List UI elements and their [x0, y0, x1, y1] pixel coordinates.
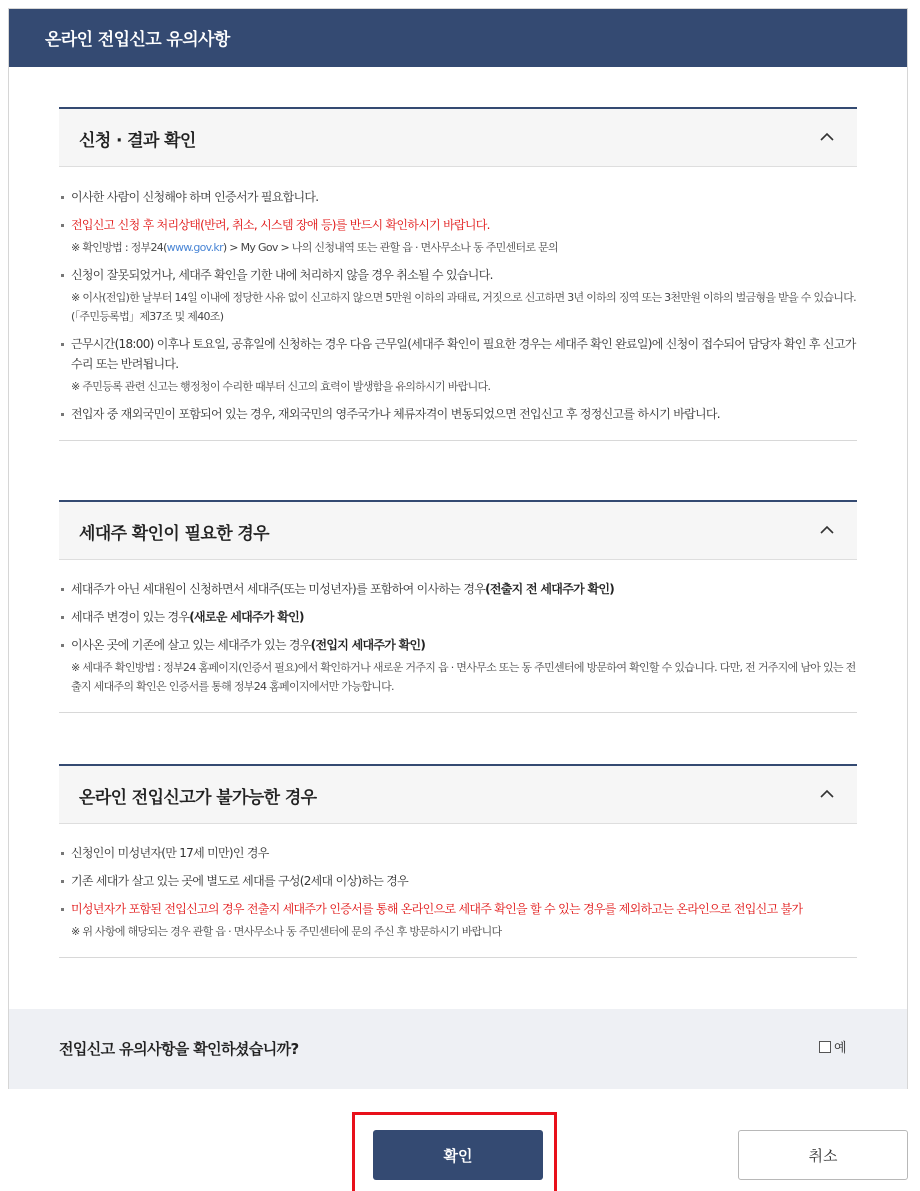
section-application-result [59, 107, 857, 441]
list-item: 전입자 중 재외국민이 포함되어 있는 경우, 재외국민의 영주국가나 체류자격이 변동되었으면 전입신고 후 정정신고를 하시기 바랍니다. [61, 404, 857, 424]
checkbox-box[interactable] [819, 1041, 831, 1053]
note-text: ※ 세대주 확인방법 : 정부24 홈페이지(인증서 필요)에서 확인하거나 새로운 거주지 읍 · 면사무소 또는 동 주민센터에 방문하여 확인할 수 있습니다. 다만, 전 거주지에 남아 있는 전출지 세대주의 확인은 인증서를 통해 정부24 홈페이지에서만 가능합니다. [71, 661, 856, 693]
chevron-up-icon[interactable] [819, 786, 835, 802]
note-text: ※ 이사(전입)한 날부터 14일 이내에 정당한 사유 없이 신고하지 않으면 5만원 이하의 과태료, 거짓으로 신고하면 3년 이하의 징역 또는 3천만원 이하의 벌금형을 받을 수 있습니다. (「주민등록법」제37조 및 제40조) [71, 291, 856, 323]
section-body [59, 824, 857, 958]
section-online-not-possible [59, 764, 857, 958]
dialog-title: 온라인 전입신고 유의사항 [9, 9, 907, 67]
confirm-bar [9, 1009, 907, 1089]
note-text: ※ 주민등록 관련 신고는 행정청이 수리한 때부터 신고의 효력이 발생함을 유의하시기 바랍니다. [71, 380, 491, 393]
list-item-alert: 미성년자가 포함된 전입신고의 경우 전출지 세대주가 인증서를 통해 온라인으로 세대주 확인을 할 수 있는 경우를 제외하고는 온라인으로 전입신고 불가 ※ 위 사항에 해당되는 경우 관할 읍 · 면사무소나 동 주민센터에 문의 주신 후 방문하시기 바랍니다 [61, 899, 857, 941]
chevron-up-icon[interactable] [819, 129, 835, 145]
section-title: 세대주 확인이 필요한 경우 [79, 524, 269, 544]
list-item: 신청이 잘못되었거나, 세대주 확인을 기한 내에 처리하지 않을 경우 취소될 수 있습니다. ※ 이사(전입)한 날부터 14일 이내에 정당한 사유 없이 신고하지 않으면 5만원 이하의 과태료, 거짓으로 신고하면 3년 이하의 징역 또는 3천만원 이하의 벌금형을 받을 수 있습니다. (「주민등록법」제37조 및 제40조) [61, 265, 857, 326]
section-body [59, 167, 857, 441]
gov-link[interactable]: www.gov.kr [166, 241, 223, 254]
dialog-frame [8, 8, 908, 1089]
section-title: 신청 · 결과 확인 [79, 131, 196, 151]
note-text: ※ 확인방법 : 정부24(www.gov.kr) > My Gov > 나의 신청내역 또는 관할 읍 · 면사무소나 동 주민센터로 문의 [71, 241, 558, 254]
cancel-button[interactable]: 취소 [738, 1130, 908, 1180]
list-item-alert: 전입신고 신청 후 처리상태(반려, 취소, 시스템 장애 등)를 반드시 확인하시기 바랍니다. ※ 확인방법 : 정부24(www.gov.kr) > My Gov > 나의 신청내역 또는 관할 읍 · 면사무소나 동 주민센터로 문의 [61, 215, 857, 257]
checkbox-label[interactable]: 예 [834, 1041, 847, 1056]
ok-button[interactable]: 확인 [373, 1130, 543, 1180]
section-header[interactable] [59, 764, 857, 824]
list-item: 신청인이 미성년자(만 17세 미만)인 경우 [61, 843, 857, 863]
section-header[interactable] [59, 500, 857, 560]
list-item: 기존 세대가 살고 있는 곳에 별도로 세대를 구성(2세대 이상)하는 경우 [61, 871, 857, 891]
confirm-question: 전입신고 유의사항을 확인하셨습니까? [59, 1040, 299, 1058]
section-householder-confirm [59, 500, 857, 713]
section-body [59, 560, 857, 713]
list-item: 세대주가 아닌 세대원이 신청하면서 세대주(또는 미성년자)를 포함하여 이사하는 경우(전출지 전 세대주가 확인) [61, 579, 857, 599]
list-item: 이사한 사람이 신청해야 하며 인증서가 필요합니다. [61, 187, 857, 207]
list-item: 세대주 변경이 있는 경우(새로운 세대주가 확인) [61, 607, 857, 627]
confirm-checkbox[interactable] [819, 1037, 847, 1056]
chevron-up-icon[interactable] [819, 522, 835, 538]
note-text: ※ 위 사항에 해당되는 경우 관할 읍 · 면사무소나 동 주민센터에 문의 주신 후 방문하시기 바랍니다 [71, 925, 502, 938]
list-item: 이사온 곳에 기존에 살고 있는 세대주가 있는 경우(전입지 세대주가 확인) ※ 세대주 확인방법 : 정부24 홈페이지(인증서 필요)에서 확인하거나 새로운 거주지 읍 · 면사무소 또는 동 주민센터에 방문하여 확인할 수 있습니다. 다만, 전 거주지에 남아 있는 전출지 세대주의 확인은 인증서를 통해 정부24 홈페이지에서만 가능합니다. [61, 635, 857, 696]
section-header[interactable] [59, 107, 857, 167]
list-item: 근무시간(18:00) 이후나 토요일, 공휴일에 신청하는 경우 다음 근무일(세대주 확인이 필요한 경우는 세대주 확인 완료일)에 신청이 접수되어 담당자 확인 후 신고가 수리 또는 반려됩니다. ※ 주민등록 관련 신고는 행정청이 수리한 때부터 신고의 효력이 발생함을 유의하시기 바랍니다. [61, 334, 857, 396]
section-title: 온라인 전입신고가 불가능한 경우 [79, 788, 317, 808]
